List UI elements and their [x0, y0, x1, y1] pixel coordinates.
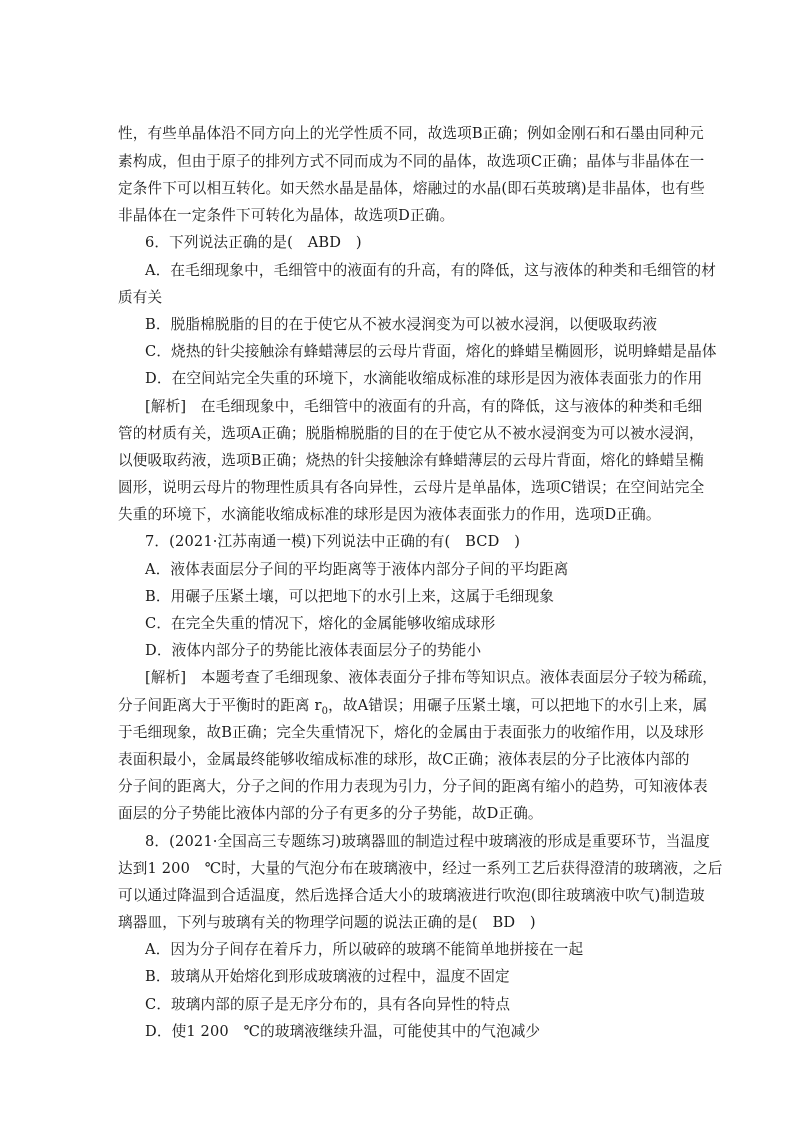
- question-8-stem: 8．(2021·全国高三专题练习)玻璃器皿的制造过程中玻璃液的形成是重要环节，当温度: [145, 833, 710, 850]
- text-segment: 分子间距离大于平衡时的距离 r: [118, 697, 322, 714]
- text-line: 质有关: [118, 289, 163, 306]
- text-segment: ，故A错误；用碾子压紧土壤，可以把地下的水引上来，属: [328, 697, 708, 714]
- text-line: 达到1 200 ℃时，大量的气泡分布在玻璃液中，经过一系列工艺后获得澄清的玻璃液，之后: [118, 860, 723, 877]
- text-line: 表面积最小，金属最终能够收缩成标准的球形，故C正确；液体表层的分子比液体内部的: [118, 751, 690, 768]
- text-line: 分子间的距离大，分子之间的作用力表现为引力，分子间的距离有缩小的趋势，可知液体表: [118, 778, 708, 795]
- option-a: A．因为分子间存在着斥力，所以破碎的玻璃不能简单地拼接在一起: [145, 941, 584, 958]
- text-line: 可以通过降温到合适温度，然后选择合适大小的玻璃液进行吹泡(即往玻璃液中吹气)制造玻: [118, 887, 705, 904]
- text-line: [118, 696, 707, 716]
- option-b: B．脱脂棉脱脂的目的在于使它从不被水浸润变为可以被水浸润，以便吸取药液: [145, 316, 658, 333]
- text-line: 性，有些单晶体沿不同方向上的光学性质不同，故选项B正确；例如金刚石和石墨由同种元: [118, 125, 704, 142]
- text-line: 以便吸取药液，选项B正确；烧热的针尖接触涂有蜂蜡薄层的云母片背面，熔化的蜂蜡呈椭: [118, 452, 704, 469]
- text-line: 失重的环境下，水滴能收缩成标准的球形是因为液体表面张力的作用，选项D正确。: [118, 506, 661, 523]
- option-c: C．在完全失重的情况下，熔化的金属能够收缩成球形: [145, 615, 496, 632]
- option-d: D．使1 200 ℃的玻璃液继续升温，可能使其中的气泡减少: [145, 1023, 541, 1040]
- option-a: A．液体表面层分子间的平均距离等于液体内部分子间的平均距离: [145, 561, 569, 578]
- text-line: 定条件下可以相互转化。如天然水晶是晶体，熔融过的水晶(即石英玻璃)是非晶体，也有些: [118, 180, 705, 197]
- question-6-stem: 6．下列说法正确的是( ABD ): [145, 234, 362, 251]
- option-c: C．玻璃内部的原子是无序分布的，具有各向异性的特点: [145, 996, 511, 1013]
- text-line: 素构成，但由于原子的排列方式不同而成为不同的晶体，故选项C正确；晶体与非晶体在一: [118, 153, 705, 170]
- text-line: 璃器皿，下列与玻璃有关的物理学问题的说法正确的是( BD ): [118, 914, 536, 931]
- text-line: 管的材质有关，选项A正确；脱脂棉脱脂的目的在于使它从不被水浸润变为可以被水浸润，: [118, 425, 704, 442]
- option-b: B．玻璃从开始熔化到形成玻璃液的过程中，温度不固定: [145, 968, 510, 985]
- subscript: 0: [321, 705, 329, 717]
- option-a: A．在毛细现象中，毛细管中的液面有的升高，有的降低，这与液体的种类和毛细管的材: [145, 262, 716, 279]
- question-7-stem: 7．(2021·江苏南通一模)下列说法中正确的有( BCD ): [145, 533, 521, 550]
- text-line: 面层的分子势能比液体内部的分子有更多的分子势能，故D正确。: [118, 805, 543, 822]
- option-d: D．在空间站完全失重的环境下，水滴能收缩成标准的球形是因为液体表面张力的作用: [145, 370, 703, 387]
- analysis-7: [解析] 本题考查了毛细现象、液体表面分子排布等知识点。液体表面层分子较为稀疏，: [145, 669, 717, 686]
- analysis-6: [解析] 在毛细现象中，毛细管中的液面有的升高，有的降低，这与液体的种类和毛细: [145, 398, 703, 415]
- option-b: B．用碾子压紧土壤，可以把地下的水引上来，这属于毛细现象: [145, 588, 554, 605]
- text-line: 圆形，说明云母片的物理性质具有各向异性，云母片是单晶体，选项C错误；在空间站完全: [118, 479, 705, 496]
- option-d: D．液体内部分子的势能比液体表面层分子的势能小: [145, 642, 482, 659]
- option-c: C．烧热的针尖接触涂有蜂蜡薄层的云母片背面，熔化的蜂蜡呈椭圆形，说明蜂蜡是晶体: [145, 343, 717, 360]
- text-line: 非晶体在一定条件下可转化为晶体，故选项D正确。: [118, 207, 455, 224]
- text-line: 于毛细现象，故B正确；完全失重情况下，熔化的金属由于表面张力的收缩作用，以及球形: [118, 724, 704, 741]
